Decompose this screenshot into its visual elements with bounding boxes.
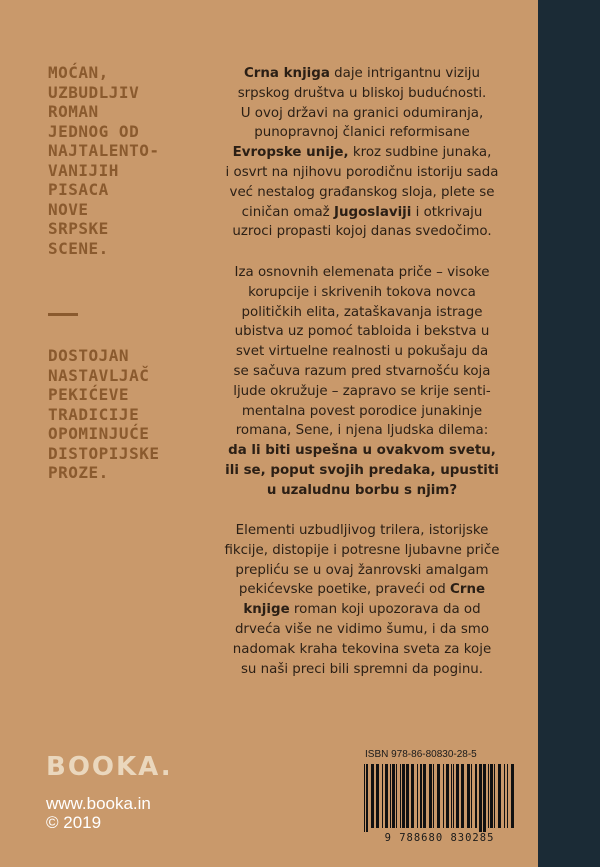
barcode-number: 9 788680 830285 [384,832,495,844]
blurb-line: UZBUDLJIV [48,82,140,102]
barcode-bar [390,764,391,828]
text-run: srpskog društva u bliskoj budućnosti. [237,85,487,101]
description-paragraph-1 [197,64,527,242]
text-run: fikcije, distopije i potresne ljubavne priče [224,542,500,558]
text-line [197,561,527,581]
barcode-bar [420,764,422,828]
text-line [197,342,527,362]
text-line [197,481,527,501]
text-line [197,421,527,441]
description-paragraph-3 [197,521,527,679]
blurb-line: TRADICIJE [48,404,140,424]
barcode-bar [385,764,388,828]
text-run: daje intrigantnu viziju [329,66,481,81]
text-run: ljude okružuje – zapravo se krije senti- [233,383,491,399]
blurb-line: DISTOPIJSKE [48,443,160,463]
barcode-bar [504,764,505,828]
bold-text: Jugoslaviji [333,204,412,220]
text-line [197,322,527,342]
publisher-logo: BOOKA. [46,752,173,782]
barcode-bar [371,764,374,828]
text-run: ciničan omaž [241,204,334,220]
barcode-bar [402,764,405,828]
text-run: političkih elita, zataškavanja istrage [241,304,483,320]
bold-text: Crne [450,582,486,598]
blurb-line: PEKIĆEVE [48,385,130,404]
text-line [197,104,527,124]
text-run: romana, Sene, i njena ljudska dilema: [235,423,489,439]
barcode-bar [406,764,409,828]
barcode-bar [437,764,440,828]
barcode-bar [396,764,397,828]
barcode-bar [461,764,464,828]
text-line [197,222,527,242]
barcode-bar [443,764,444,828]
text-line [197,402,527,422]
text-line [197,580,527,600]
blurb-line: NASTAVLJAČ [48,365,150,385]
description-paragraph-2 [197,263,527,501]
text-line [197,362,527,382]
bold-text: u uzaludnu borbu s njim? [266,482,458,498]
text-line [197,263,527,283]
text-line [197,163,527,183]
barcode-bar [364,764,365,832]
barcode-bar [429,764,432,828]
blurb-line: JEDNOG OD [48,121,140,141]
blurb-line: OPOMINJUĆE [48,424,150,443]
barcode-bar [511,764,514,828]
text-run: punopravnoj članici reformisane [254,125,470,141]
text-line [197,620,527,640]
text-run: drveća više ne vidimo šumu, i da smo [234,621,490,637]
bold-text: knjige [243,602,290,618]
barcode-bar [423,764,426,828]
text-run: nadomak kraha tekovina sveta za koje [232,641,492,657]
text-run: uzroci propasti kojoj danas svedočimo. [232,224,492,240]
blurb-line: ROMAN [48,102,99,121]
text-line [197,600,527,620]
copyright-notice: © 2019 [46,813,102,832]
text-line [197,541,527,561]
text-line [197,461,527,481]
barcode-bar [451,764,452,828]
blurb-line: MOĆAN, [48,63,109,82]
text-run: Elementi uzbudljivog trilera, istorijske [235,523,489,538]
text-run: već nestalog građanskog sloja, plete se [229,184,495,200]
barcode-bar [376,764,379,828]
barcode-bar [382,764,383,828]
barcode-bar [483,764,486,832]
text-line [197,123,527,143]
text-run: svet virtuelne realnosti u pokušaju da [235,344,489,360]
barcode-bar [392,764,395,828]
barcode-bar [498,764,501,828]
text-line [197,303,527,323]
barcode-bar [475,764,477,828]
barcode-bar [366,764,368,832]
text-line [197,183,527,203]
text-run: i otkrivaju [411,204,483,220]
blurb-line: PROZE. [48,463,109,482]
blurb-line: PISACA [48,180,109,199]
blurb-line: SCENE. [48,238,109,258]
text-run: ubistva uz pomoć tabloida i bekstva u [234,324,490,340]
text-run: kroz sudbine junaka, [348,145,492,161]
barcode-bar [417,764,418,828]
barcode-bar [467,764,470,828]
text-run: roman koji upozorava da od [289,602,481,618]
text-line [197,660,527,680]
barcode-bar [488,764,489,828]
barcode-bar [456,764,459,828]
blurb-quote-1 [48,63,188,258]
bold-text: Crna knjiga [243,66,330,81]
text-line [197,640,527,660]
barcode-bar [400,764,401,828]
barcode-bar [453,764,454,828]
text-line [197,521,527,541]
text-run: Iza osnovnih elemenata priče – visoke [234,265,490,280]
bold-text: Evropske unije, [232,145,349,161]
text-line [197,64,527,84]
barcode-bar [471,764,472,828]
text-line [197,441,527,461]
text-line [197,203,527,223]
bold-text: ili se, poput svojih predaka, upustiti [225,462,499,478]
publisher-website: www.booka.in [46,794,151,813]
text-line [197,143,527,163]
blurb-line: SRPSKE [48,219,109,238]
barcode-bar [479,764,482,832]
text-line [197,283,527,303]
text-run: mentalna povest porodice junakinje [241,403,483,419]
text-run: U ovoj državi na granici odumiranja, [240,105,484,121]
barcode-bars [360,764,519,832]
blurb-line: VANIJIH [48,160,119,180]
blurb-quote-2 [48,346,188,483]
text-run: i osvrt na njihovu porodičnu istoriju sada [225,164,499,180]
blurb-line: NAJTALENTO- [48,141,160,160]
text-line [197,382,527,402]
book-spine [538,0,600,867]
barcode-bar [490,764,493,828]
isbn-label: ISBN 978-86-80830-28-5 [365,749,477,760]
divider-line [48,313,78,316]
text-line [197,84,527,104]
text-run: su naši preci bili spremni da poginu. [240,661,484,677]
blurb-line: DOSTOJAN [48,346,130,365]
blurb-line: NOVE [48,199,89,219]
text-run: prepliću se u ovaj žanrovski amalgam [235,562,489,578]
barcode-area [358,749,521,862]
barcode-bar [433,764,434,828]
text-run: pekićevske poetike, praveći od [238,582,451,598]
barcode-bar [411,764,414,828]
bold-text: da li biti uspešna u ovakvom svetu, [228,443,496,459]
barcode-bar [494,764,495,828]
text-run: korupcije i skrivenih tokova novca [248,284,476,300]
text-run: se sačuva razum pred stvarnošću koja [233,363,491,379]
barcode-bar [507,764,508,828]
barcode-bar [446,764,449,828]
